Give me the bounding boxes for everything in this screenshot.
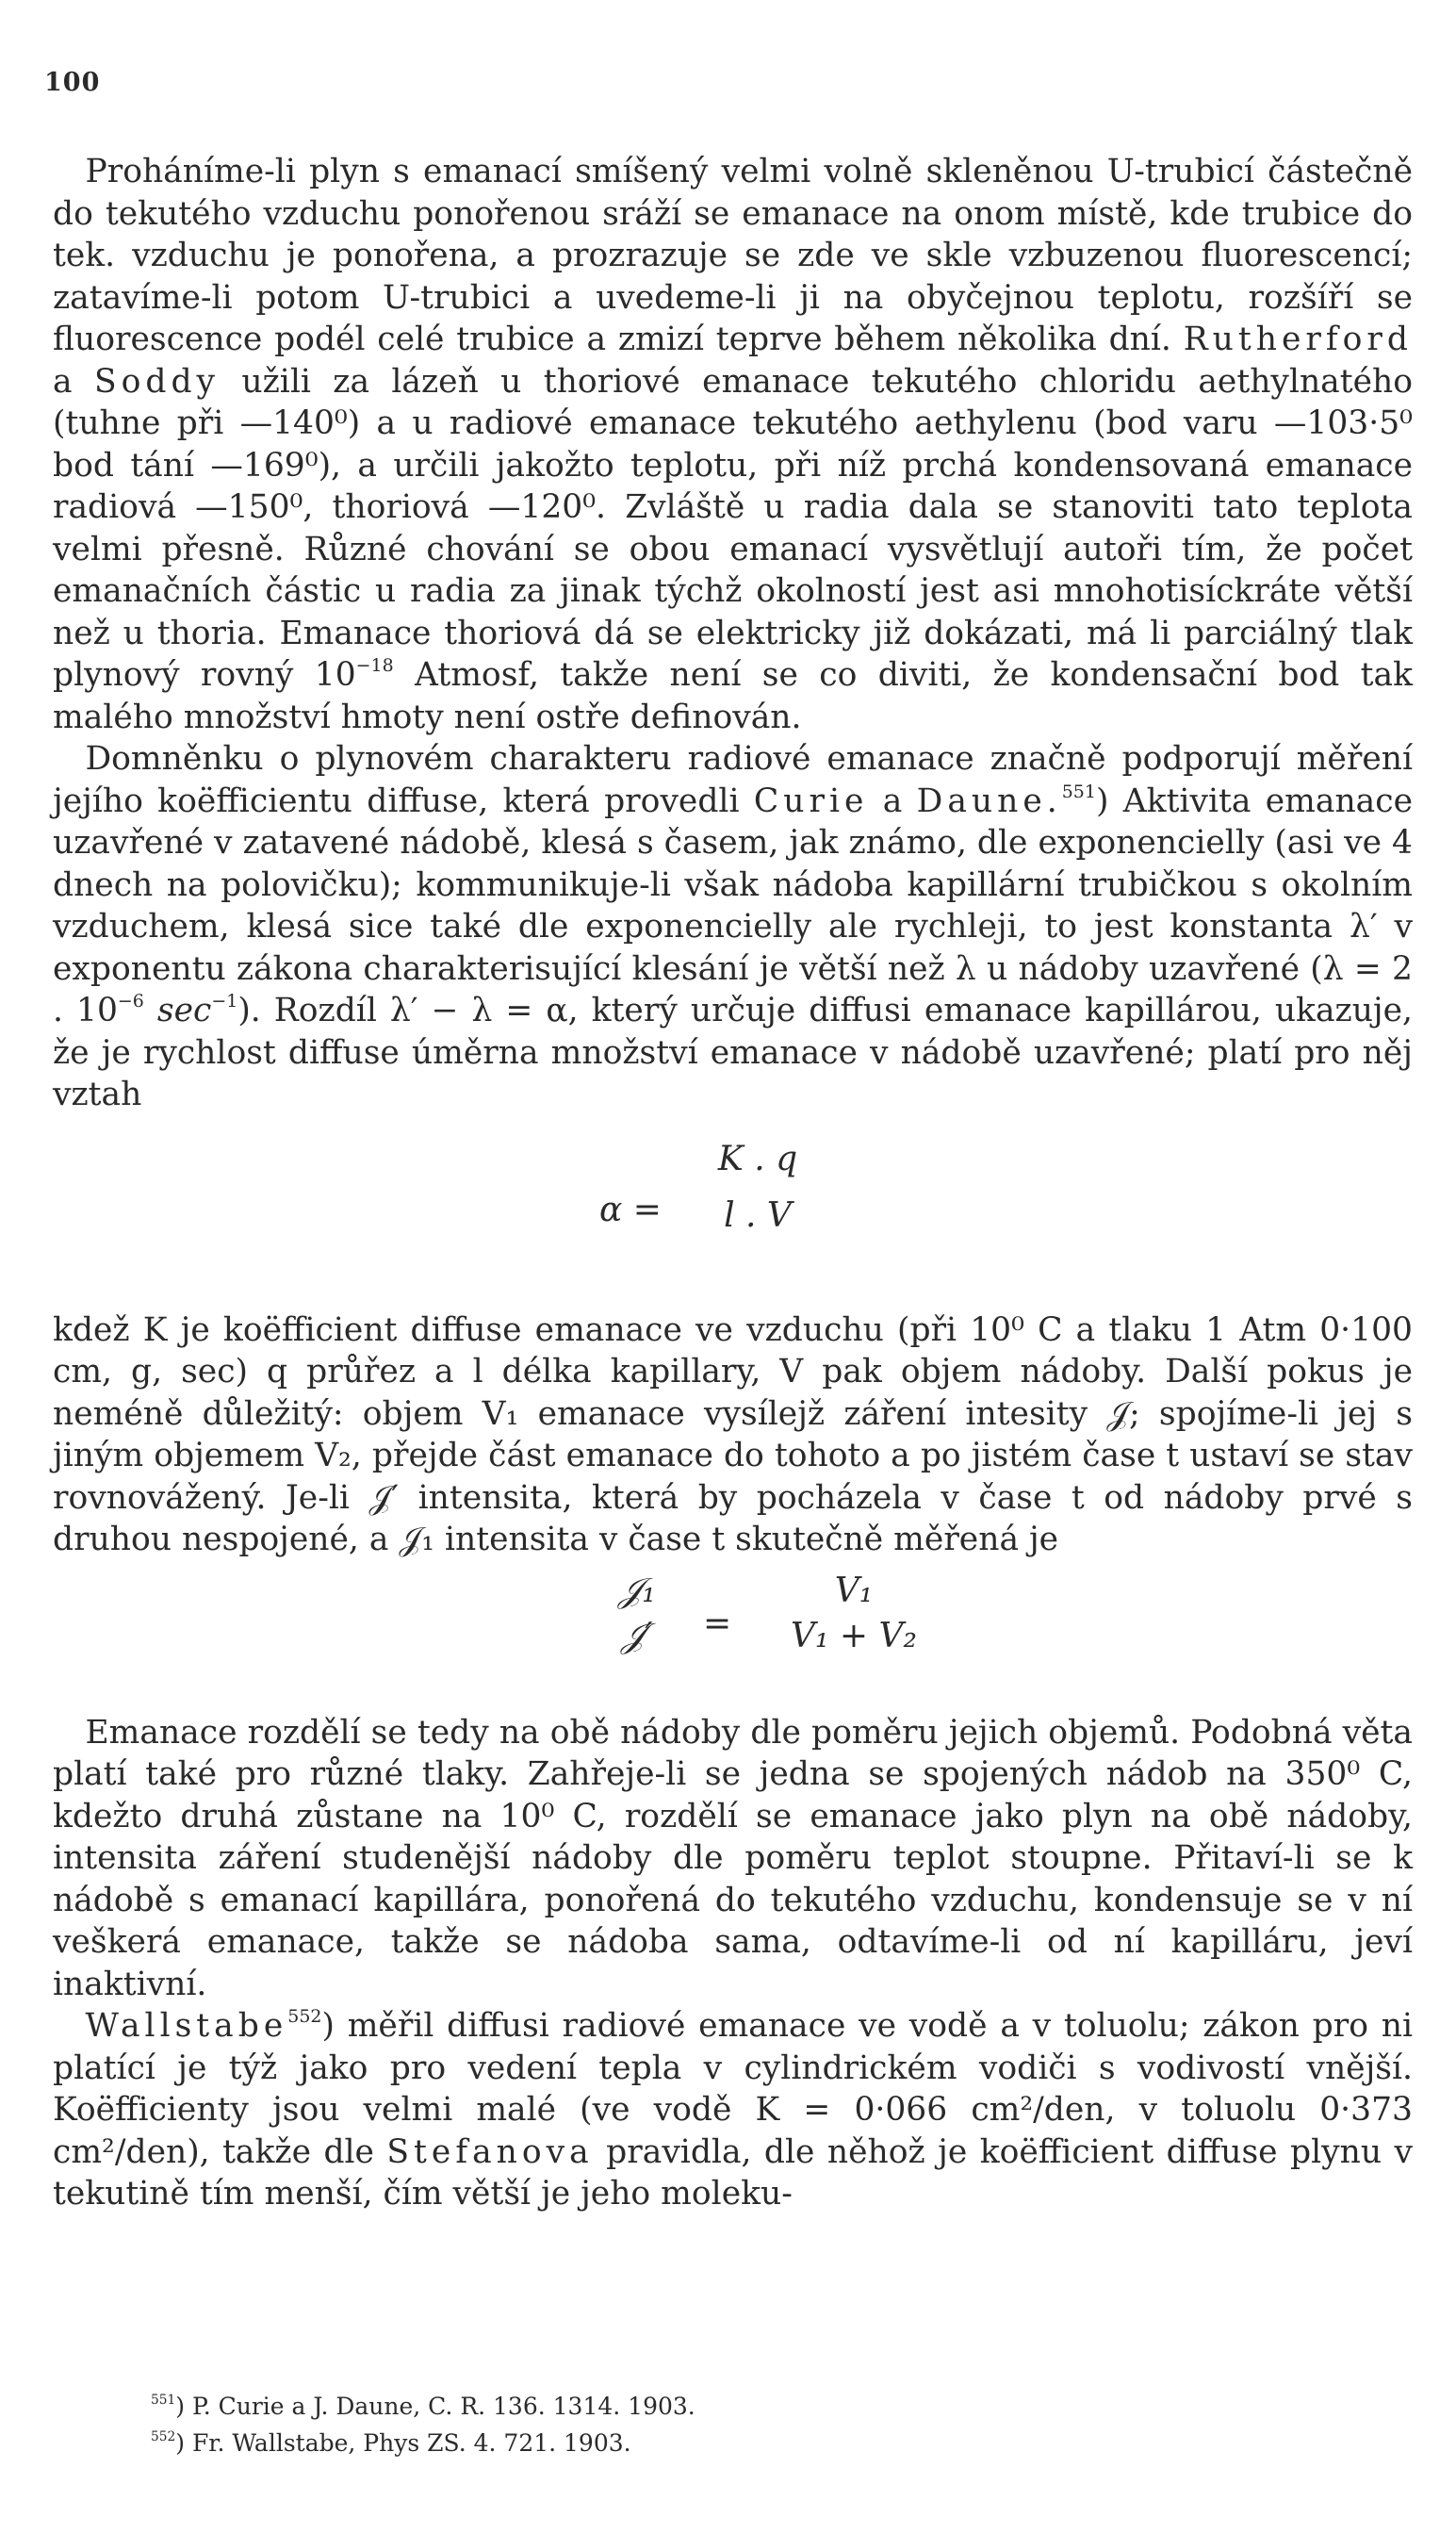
paragraph-1-text-d: Atmosf, takže není se co diviti, že kondensační bod tak malého množství hmoty není ostře definován. (53, 656, 1413, 736)
paragraph-1-text-c: užili za lázeň u thoriové emanace tekutého chloridu aethylnatého (tuhne při —140⁰) a u radiové emanace tekutého aethylenu (bod varu —103·5⁰ bod tání —169⁰), a určili jakožto teplotu, při níž prchá kondensovaná emanace radiová —150⁰, thoriová —120⁰. Zvláště u radia dala se stanoviti tato teplota velmi přesně. Různé chování se obou emanací vysvětlují autoři tím, že počet emanačních částic u radia za jinak týchž okolností jest asi mnohotisíckráte větší než u thoria. Emanace thoriová dá se elektricky již dokázati, má li parciálný tlak plynový rovný 10 (53, 362, 1414, 694)
paragraph-4 (53, 1712, 1413, 2006)
paragraph-1-text-a: Proháníme-li plyn s emanací smíšený velmi volně skleněnou U-trubicí částečně do tekutého vzduchu ponořenou sráží se emanace na onom místě, kde trubice do tek. vzduchu je ponořena, a prozrazuje se zde ve skle vzbuzenou fluorescencí; zatavíme-li potom U-trubici a uvedeme-li ji na obyčejnou teplotu, rozšíří se fluorescence podél celé trubice a zmizí teprve během několika dní. (53, 153, 1413, 358)
formula-alpha-lhs: α = (599, 1190, 662, 1229)
paragraph-1 (53, 151, 1413, 738)
author-wallstabe: Wallstabe (85, 2007, 288, 2045)
author-soddy: Soddy (93, 362, 221, 401)
paragraph-4-text: Emanace rozdělí se tedy na obě nádoby dle poměru jejich objemů. Podobná věta platí také pro různé tlaky. Zahřeje-li se jedna se spojených nádob na 350⁰ C, kdežto druhá zůstane na 10⁰ C, rozdělí se emanace jako plyn na obě nádoby, intensita záření studenější nádoby dle poměru teplot stoupne. Přitaví-li se k nádobě s emanací kapillára, ponořená do tekutého vzduchu, kondensuje se v ní veškerá emanace, takže se nádoba sama, odtavíme-li od ní kapilláru, jeví inaktivní. (53, 1713, 1413, 2003)
paragraph-2-text-c: ). Rozdíl λ′ − λ = α, který určuje diffusi emanace kapillárou, ukazuje, že je rychlost diffuse úměrna množství emanace v nádobě uzavřené; platí pro něj vztah (53, 992, 1413, 1113)
author-daune: Daune. (916, 782, 1062, 820)
formula-alpha-numerator: K . q (717, 1139, 798, 1178)
formula-ratio-right (755, 1571, 953, 1662)
formula-ratio-denominator: 𝒥′ (621, 1617, 653, 1655)
formula-alpha-denominator: l . V (724, 1195, 792, 1235)
paragraph-2-text-a: Domněnku o plynovém charakteru radiové emanace značně podporují měření jejího koëfficientu diffuse, která provedli (53, 740, 1413, 820)
formula-intensity-ratio (53, 1561, 1413, 1712)
footnote-ref-551: 551 (1061, 781, 1096, 802)
paragraph-2 (53, 738, 1413, 1116)
conjunction: a (53, 362, 73, 401)
paragraph-5-text-a: ) měřil diffusi radiové emanace ve vodě a v toluolu; zákon pro ni platící je týž jako pro vedení tepla v cylindrickém vodiči s vodivostí vnější. Koëfficienty jsou velmi malé (ve vodě K = 0·066 cm²/den, v toluolu 0·373 cm²/den), takže dle (53, 2007, 1413, 2171)
footnote-ref-552: 552 (287, 2005, 322, 2027)
footnote-mark: 551 (151, 2393, 176, 2408)
formula-ratio-equals: = (703, 1604, 732, 1643)
exponent: −6 (117, 990, 144, 1012)
unit-sec: sec (156, 992, 212, 1029)
formula-alpha (53, 1116, 1413, 1309)
footnote-text: ) P. Curie a J. Daune, C. R. 136. 1314. 1903. (175, 2393, 695, 2420)
footnotes (151, 2388, 695, 2461)
footnote-552 (151, 2425, 695, 2461)
author-rutherford: Rutherford (1183, 321, 1413, 358)
conjunction: a (882, 782, 903, 820)
page-number: 100 (44, 68, 101, 97)
formula-alpha-fraction (701, 1116, 814, 1238)
paragraph-3: kdež K je koëfficient diffuse emanace ve vzduchu (při 10⁰ C a tlaku 1 Atm 0·100 cm, g, sec) q průřez a l délka kapillary, V pak objem nádoby. Další pokus je neméně důležitý: objem V₁ emanace vysílejž záření intesity 𝒥; spojíme-li jej s jiným objemem V₂, přejde část emanace do tohoto a po jistém čase t ustaví se stav rovnovážený. Je-li 𝒥′ intensita, která by pocházela v čase t od nádoby prvé s druhou nespojené, a 𝒥₁ intensita v čase t skutečně měřená je (53, 1310, 1413, 1558)
formula-ratio-left (599, 1571, 675, 1662)
formula-ratio-numerator: 𝒥₁ (618, 1571, 656, 1610)
footnote-text: ) Fr. Wallstabe, Phys ZS. 4. 721. 1903. (175, 2429, 631, 2457)
exponent: −1 (211, 990, 238, 1012)
exponent: −18 (355, 654, 394, 676)
formula-ratio-rhs-denominator: V₁ + V₂ (791, 1617, 917, 1655)
paragraph-2-text-b: ) Aktivita emanace uzavřené v zatavené nádobě, klesá s časem, jak známo, dle exponencielly (asi ve 4 dnech na polovičku); kommunikuje-li však nádoba kapillární trubičkou s okolním vzduchem, klesá sice také dle exponencielly ale rychleji, to jest konstanta λ′ v exponentu zákona charakterisující klesání je větší než λ u nádoby uzavřené (λ = 2 . 10 (53, 782, 1413, 1029)
author-stefan: Stefanova (386, 2132, 594, 2171)
author-curie: Curie (753, 782, 869, 820)
footnote-mark: 552 (151, 2429, 176, 2444)
paragraph-5-text-b: pravidla, dle něhož je koëfficient diffuse plynu v tekutině tím menší, čím větší je jeho moleku- (53, 2132, 1413, 2213)
footnote-551 (151, 2388, 695, 2425)
formula-ratio-rhs-numerator: V₁ (834, 1571, 874, 1610)
paragraph-5 (53, 2005, 1413, 2215)
body-text (53, 151, 1413, 2215)
